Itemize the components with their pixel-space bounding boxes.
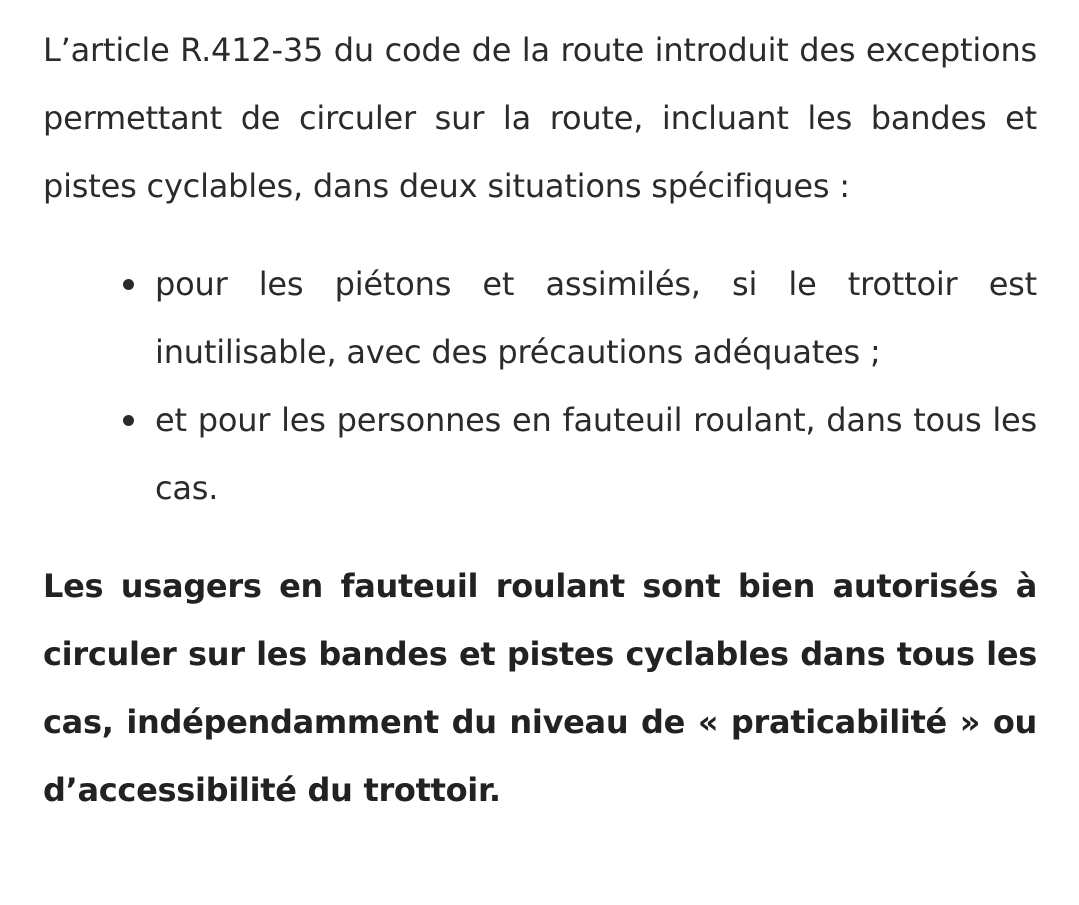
list-item (155, 250, 1037, 386)
list-item-text: pour les piétons et assimilés, si le trottoir est inutilisable, avec des précautions adéquates ; (155, 265, 1037, 371)
intro-paragraph: L’article R.412-35 du code de la route introduit des exceptions permettant de circuler sur la route, incluant les bandes et pistes cyclables, dans deux situations spécifiques : (43, 31, 1037, 205)
list-item-text: et pour les personnes en fauteuil roulant, dans tous les cas. (155, 401, 1037, 507)
exceptions-list (43, 250, 1037, 522)
bullet-icon (123, 279, 134, 290)
bullet-icon (123, 415, 134, 426)
list-item (155, 386, 1037, 522)
article-body (43, 16, 1037, 824)
conclusion-paragraph: Les usagers en fauteuil roulant sont bien autorisés à circuler sur les bandes et pistes cyclables dans tous les cas, indépendamment du niveau de « praticabilité » ou d’accessibilité du trottoir. (43, 567, 1037, 809)
